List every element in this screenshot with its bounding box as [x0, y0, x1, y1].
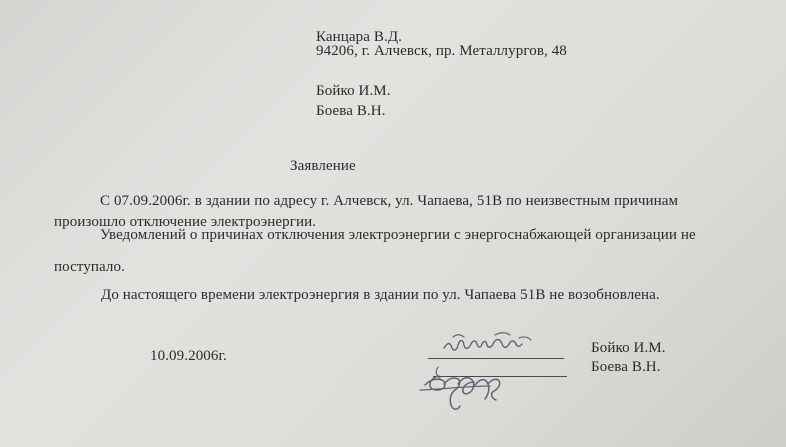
recipient-name: Канцара В.Д.: [316, 29, 403, 45]
sender-name-2: Боева В.Н.: [316, 103, 386, 119]
recipient-address: 94206, г. Алчевск, пр. Металлургов, 48: [316, 43, 567, 59]
document-date: 10.09.2006г.: [150, 348, 227, 364]
paragraph-1-line-2: произошло отключение электроэнергии.: [54, 214, 317, 230]
handwritten-signature-2: [418, 360, 522, 416]
paragraph-2-line-1: Уведомлений о причинах отключения электроэнергии с энергоснабжающей организации не: [100, 227, 696, 243]
signature-line-1: [428, 358, 564, 359]
paragraph-2-line-2: поступало.: [54, 259, 125, 275]
paragraph-3: До настоящего времени электроэнергия в здании по ул. Чапаева 51В не возобновлена.: [101, 287, 660, 303]
sender-name-1: Бойко И.М.: [316, 83, 391, 99]
signer-name-1: Бойко И.М.: [591, 340, 666, 356]
signer-name-2: Боева В.Н.: [591, 359, 661, 375]
handwritten-signature-1: [440, 330, 535, 358]
signature-line-2: [433, 376, 567, 377]
document-title: Заявление: [290, 158, 356, 174]
paragraph-1-line-1: С 07.09.2006г. в здании по адресу г. Алчевск, ул. Чапаева, 51В по неизвестным причинам: [100, 193, 679, 209]
